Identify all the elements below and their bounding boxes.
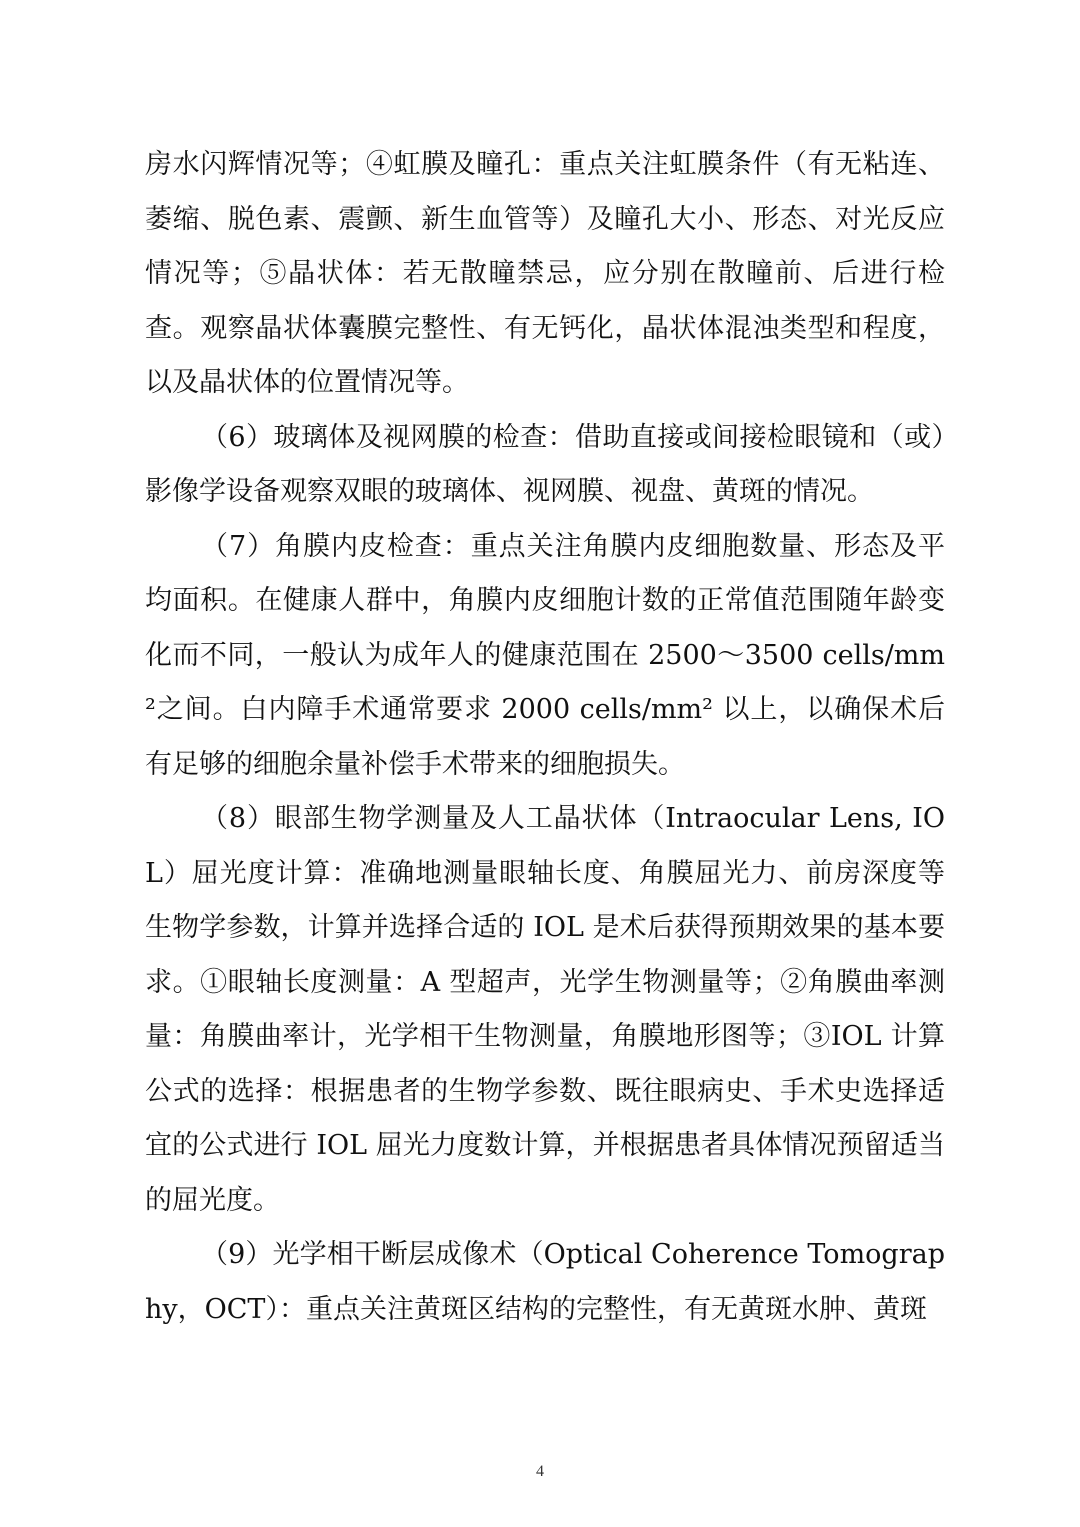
page-number: 4	[536, 1463, 544, 1480]
paragraph-item-8: （8）眼部生物学测量及人工晶状体（Intraocular Lens, IOL）屈光度计算：准确地测量眼轴长度、角膜屈光力、前房深度等生物学参数，计算并选择合适的 IOL 是术后获得预期效果的基本要求。①眼轴长度测量：A 型超声，光学生物测量等；②角膜曲率测量：角膜曲率计，光学相干生物测量，角膜地形图等；③IOL 计算公式的选择：根据患者的生物学参数、既往眼病史、手术史选择适宜的公式进行 IOL 屈光力度数计算，并根据患者具体情况预留适当的屈光度。	[145, 803, 945, 1216]
paragraph-item-6: （6）玻璃体及视网膜的检查：借助直接或间接检眼镜和（或）影像学设备观察双眼的玻璃体、视网膜、视盘、黄斑的情况。	[145, 421, 945, 507]
paragraph-item-7: （7）角膜内皮检查：重点关注角膜内皮细胞数量、形态及平均面积。在健康人群中，角膜内皮细胞计数的正常值范围随年龄变化而不同，一般认为成年人的健康范围在 2500～3500 cells/mm²之间。白内障手术通常要求 2000 cells/mm² 以上，以确保术后有足够的细胞余量补偿手术带来的细胞损失。	[145, 530, 945, 780]
document-body	[145, 138, 945, 1337]
paragraph-item-9: （9）光学相干断层成像术（Optical Coherence Tomography，OCT）：重点关注黄斑区结构的完整性，有无黄斑水肿、黄斑	[145, 1239, 945, 1325]
paragraph-continuation: 房水闪辉情况等；④虹膜及瞳孔：重点关注虹膜条件（有无粘连、萎缩、脱色素、震颤、新生血管等）及瞳孔大小、形态、对光反应情况等；⑤晶状体：若无散瞳禁忌，应分别在散瞳前、后进行检查。观察晶状体囊膜完整性、有无钙化，晶状体混浊类型和程度，以及晶状体的位置情况等。	[145, 149, 945, 398]
